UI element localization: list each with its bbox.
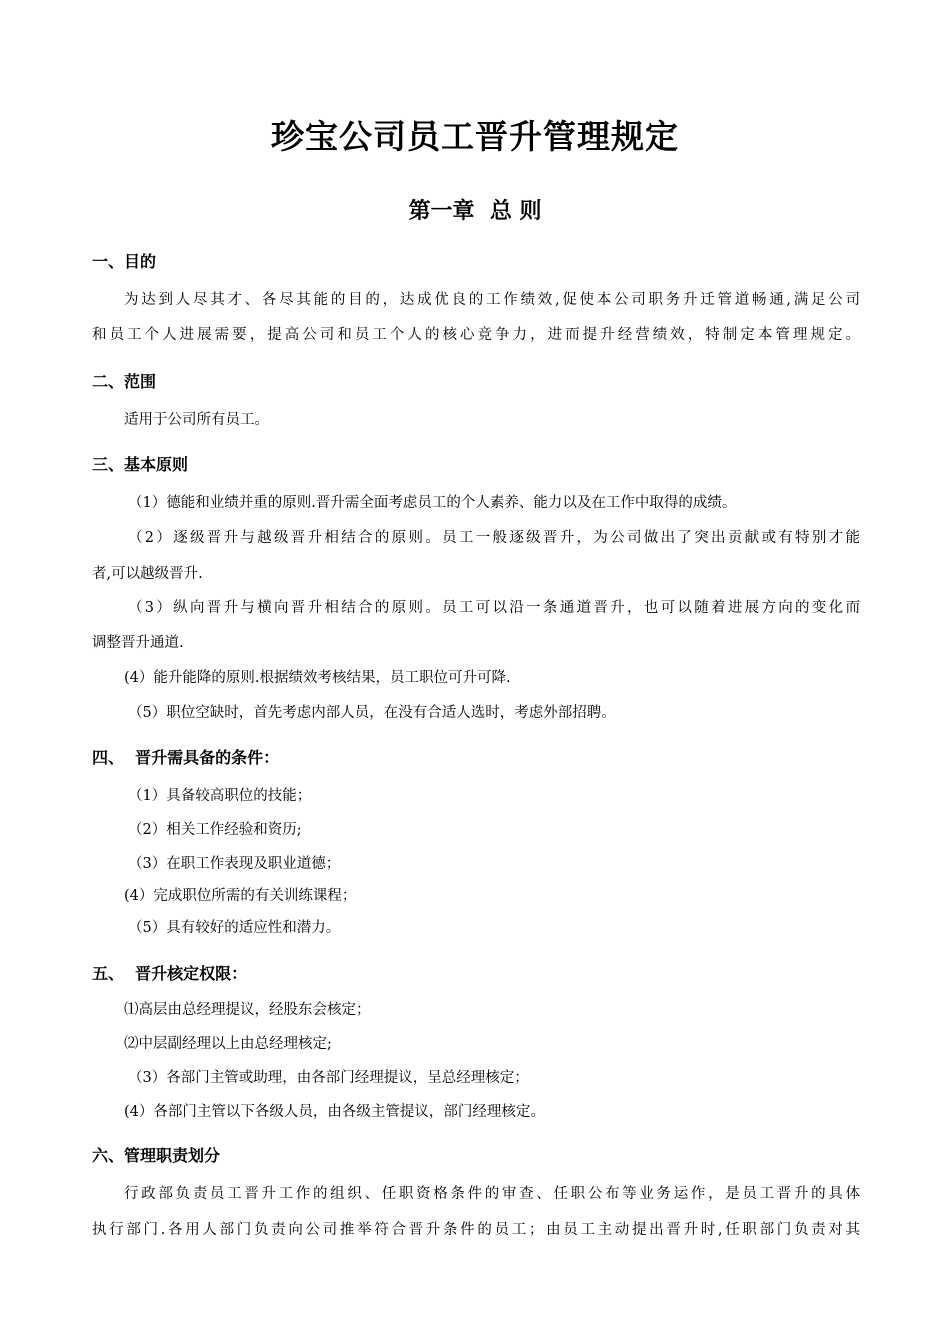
list-item: (4）完成职位所需的有关训练课程； <box>124 888 357 904</box>
list-item: （3）纵向晋升与横向晋升相结合的原则。员工可以沿一条通道晋升，也可以随着进展方向的变化而 <box>128 600 860 616</box>
list-item-continuation: 调整晋升通道. <box>92 635 184 651</box>
list-item: （1）具备较高职位的技能； <box>128 788 312 804</box>
document-title: 珍宝公司员工晋升管理规定 <box>271 117 679 156</box>
paragraph-line: 适用于公司所有员工。 <box>124 412 269 428</box>
section-heading-authority: 五、 晋升核定权限： <box>92 964 248 983</box>
paragraph-line: 行政部负责员工晋升工作的组织、任职资格条件的审查、任职公布等业务运作，是员工晋升的具体 <box>124 1186 860 1202</box>
list-item: （1）德能和业绩并重的原则.晋升需全面考虑员工的个人素养、能力以及在工作中取得的成绩。 <box>128 495 737 511</box>
list-item: （5）职位空缺时，首先考虑内部人员，在没有合适人选时，考虑外部招聘。 <box>128 705 616 721</box>
list-item: （5）具有较好的适应性和潜力。 <box>128 920 341 936</box>
chapter-title: 第一章 总 则 <box>408 199 542 224</box>
list-item-continuation: 者,可以越级晋升. <box>92 566 203 582</box>
section-heading-scope: 二、范围 <box>92 372 157 391</box>
section-heading-principles: 三、基本原则 <box>92 455 189 474</box>
list-item: （2）相关工作经验和资历; <box>128 822 302 838</box>
paragraph-line: 执行部门.各用人部门负责向公司推举符合晋升条件的员工；由员工主动提出晋升时,任职部门负责对其 <box>92 1222 860 1238</box>
list-item: （3）在职工作表现及职业道德； <box>128 856 341 872</box>
list-item: ⑴高层由总经理提议，经股东会核定； <box>124 1002 371 1018</box>
section-heading-conditions: 四、 晋升需具备的条件： <box>92 748 280 767</box>
section-heading-purpose: 一、目的 <box>92 252 157 271</box>
list-item: （3）各部门主管或助理，由各部门经理提议，呈总经理核定； <box>128 1070 529 1086</box>
paragraph-line: 为达到人尽其才、各尽其能的目的，达成优良的工作绩效,促使本公司职务升迁管道畅通,满足公司 <box>124 292 860 308</box>
section-heading-responsibilities: 六、管理职责划分 <box>92 1146 221 1165</box>
list-item: (4）各部门主管以下各级人员，由各级主管提议，部门经理核定。 <box>124 1104 545 1120</box>
list-item: （2）逐级晋升与越级晋升相结合的原则。员工一般逐级晋升，为公司做出了突出贡献或有特别才能 <box>128 530 860 546</box>
list-item: ⑵中层副经理以上由总经理核定; <box>124 1036 332 1052</box>
list-item: (4）能升能降的原则.根据绩效考核结果，员工职位可升可降. <box>124 670 511 686</box>
paragraph-line: 和员工个人进展需要，提高公司和员工个人的核心竞争力，进而提升经营绩效，特制定本管理规定。 <box>92 327 860 343</box>
